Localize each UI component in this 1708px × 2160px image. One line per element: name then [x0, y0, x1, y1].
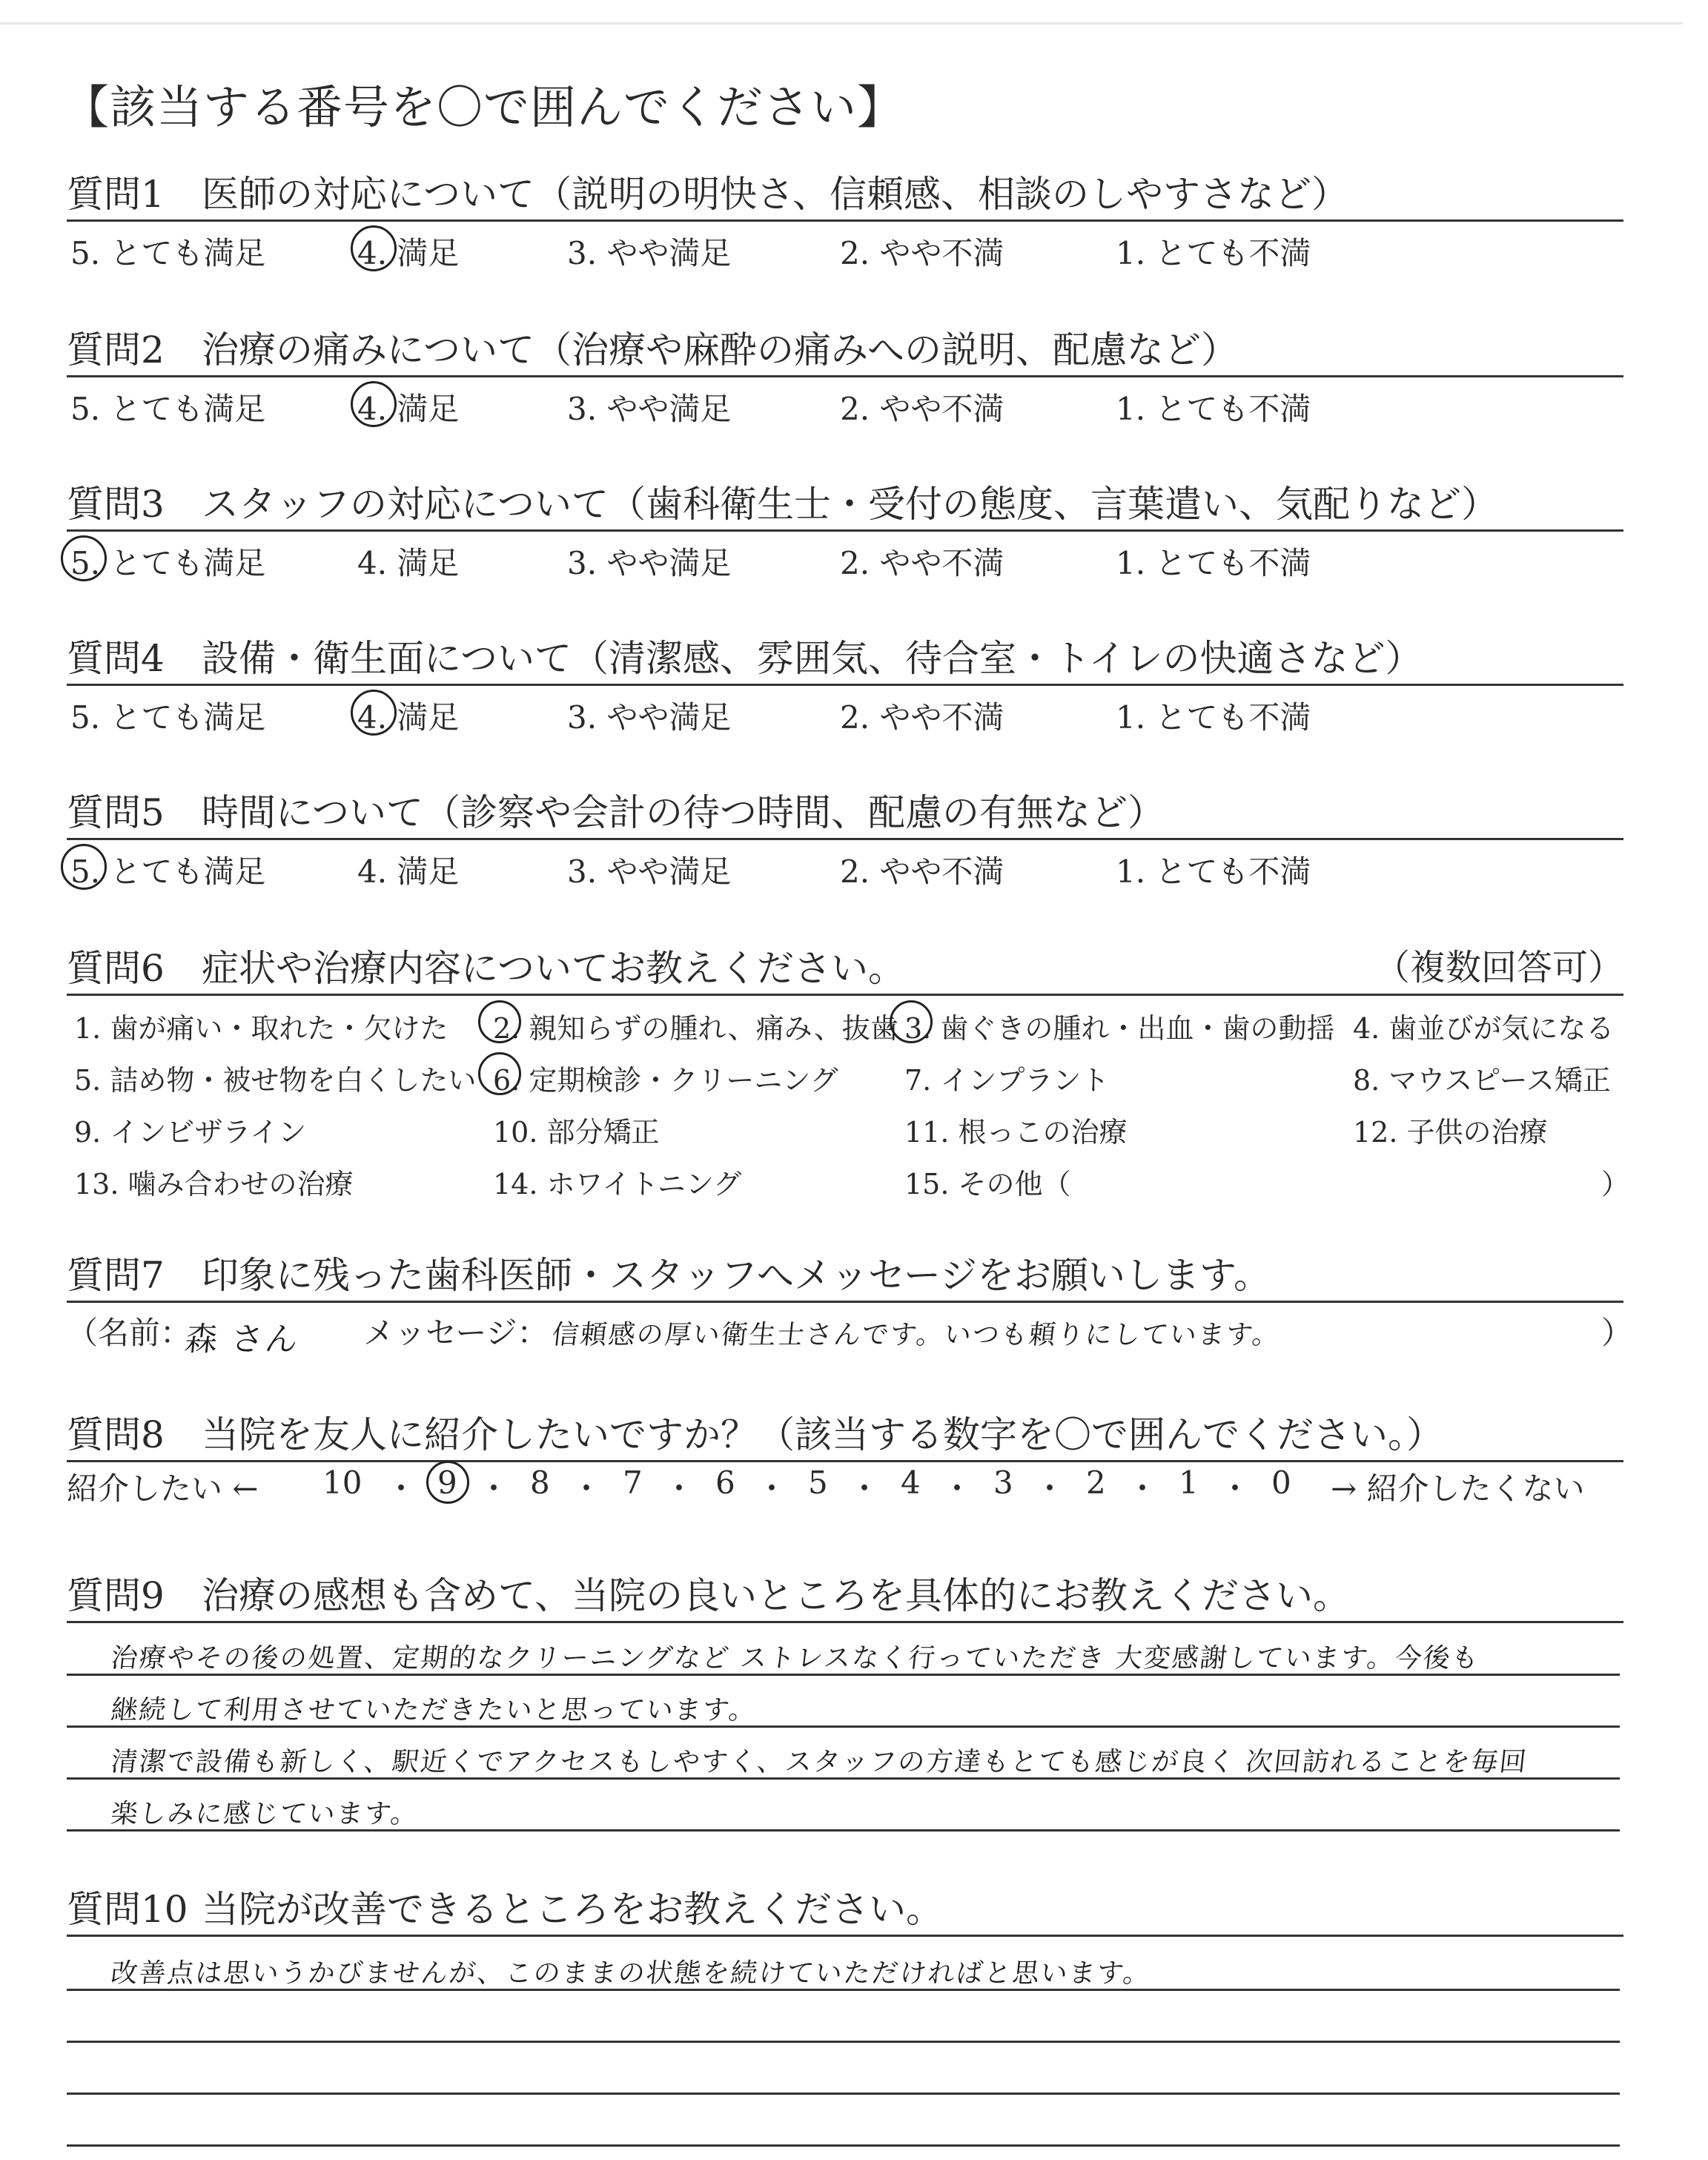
symptom-option-14[interactable]: 14. ホワイトニング — [493, 1168, 742, 1200]
writing-line — [67, 1829, 1620, 1832]
score-separator: ・ — [1034, 1470, 1066, 1507]
question-number: 質問3 — [67, 483, 165, 526]
score-4[interactable]: 4 — [901, 1464, 921, 1501]
question-text: 治療の感想も含めて、当院の良いところを具体的にお教えください。 — [202, 1574, 1350, 1617]
rating-option-4[interactable]: 4. 満足 — [357, 235, 460, 271]
rating-option-1[interactable]: 1. とても不満 — [1116, 545, 1311, 581]
score-7[interactable]: 7 — [623, 1464, 643, 1501]
question-9 — [67, 1566, 1623, 1623]
answer-line-1[interactable]: 治療やその後の処置、定期的なクリーニングなど ストレスなく行っていただき 大変感謝しています。今後も — [109, 1643, 1482, 1674]
question-1 — [67, 165, 1623, 271]
name-label: （名前： — [67, 1315, 192, 1351]
rating-option-3[interactable]: 3. やや満足 — [567, 699, 732, 736]
symptom-option-8[interactable]: 8. マウスピース矯正 — [1353, 1064, 1611, 1097]
score-separator: ・ — [941, 1470, 973, 1507]
answer-line-3[interactable]: 清潔で設備も新しく、駅近くでアクセスもしやすく、スタッフの方達もとても感じが良く 次回訪れることを毎回 — [109, 1747, 1529, 1777]
symptom-option-12[interactable]: 12. 子供の治療 — [1353, 1116, 1548, 1149]
writing-line — [67, 2041, 1620, 2043]
question-number: 質問2 — [67, 328, 165, 371]
question-number: 質問1 — [67, 173, 165, 216]
question-8 — [67, 1405, 1623, 1462]
score-separator: ・ — [385, 1470, 417, 1507]
message-field[interactable]: 信頼感の厚い衛生士さんです。いつも頼りにしています。 — [550, 1320, 1282, 1350]
recommend-left-label: 紹介したい ← — [67, 1470, 259, 1507]
score-separator: ・ — [849, 1470, 881, 1507]
question-number: 質問4 — [67, 637, 165, 680]
score-1[interactable]: 1 — [1179, 1464, 1199, 1501]
writing-line — [67, 1989, 1620, 1991]
rating-options — [67, 385, 1623, 427]
writing-line — [67, 2093, 1620, 2095]
question-underline — [67, 529, 1623, 532]
question-10 — [67, 1880, 1623, 1937]
score-separator: ・ — [571, 1470, 603, 1507]
selected-circle-mark — [351, 690, 397, 736]
rating-option-3[interactable]: 3. やや満足 — [567, 853, 732, 890]
answer-line-2[interactable]: 継続して利用させていただきたいと思っています。 — [109, 1695, 758, 1725]
question-6 — [67, 939, 1630, 1206]
question-text: 設備・衛生面について（清潔感、雰囲気、待合室・トイレの快適さなど） — [202, 637, 1423, 680]
question-text: 時間について（診察や会計の待つ時間、配慮の有無など） — [202, 791, 1165, 834]
selected-circle-mark — [351, 225, 397, 271]
selected-circle-mark — [478, 1000, 521, 1043]
symptom-option-4[interactable]: 4. 歯並びが気になる — [1353, 1012, 1615, 1045]
selected-circle-mark — [478, 1052, 521, 1095]
score-separator: ・ — [1127, 1470, 1159, 1507]
top-divider — [0, 22, 1683, 24]
score-separator: ・ — [1219, 1470, 1251, 1507]
selected-circle-mark — [61, 535, 107, 581]
writing-line — [67, 1674, 1620, 1676]
rating-option-5[interactable]: 5. とても満足 — [70, 235, 266, 271]
question-underline — [67, 1935, 1623, 1937]
message-label: メッセージ： — [363, 1315, 549, 1351]
question-number: 質問7 — [67, 1254, 165, 1297]
rating-option-3[interactable]: 3. やや満足 — [567, 391, 732, 427]
rating-option-2[interactable]: 2. やや不満 — [840, 235, 1004, 271]
rating-option-4[interactable]: 4. 満足 — [357, 699, 460, 736]
symptom-option-2[interactable]: 2. 親知らずの腫れ、痛み、抜歯 — [493, 1012, 898, 1045]
recommend-right-label: → 紹介したくない — [1331, 1470, 1585, 1507]
answer-line-1[interactable]: 改善点は思いうかびませんが、このままの状態を続けていただければと思います。 — [109, 1958, 1153, 1989]
symptom-option-6[interactable]: 6. 定期検診・クリーニング — [493, 1064, 838, 1097]
selected-circle-mark — [351, 381, 397, 427]
question-number: 質問9 — [67, 1574, 165, 1617]
score-10[interactable]: 10 — [322, 1464, 363, 1501]
other-close-paren: ） — [1601, 1168, 1630, 1200]
selected-circle-mark — [426, 1461, 469, 1504]
rating-options — [67, 693, 1623, 736]
recommend-scale — [67, 1464, 1623, 1516]
question-4 — [67, 629, 1623, 736]
message-close-paren: ） — [1601, 1315, 1633, 1351]
score-0[interactable]: 0 — [1271, 1464, 1291, 1501]
question-underline — [67, 1301, 1623, 1303]
question-number: 質問8 — [67, 1413, 165, 1456]
symptom-option-9[interactable]: 9. インビザライン — [74, 1116, 307, 1149]
score-8[interactable]: 8 — [530, 1464, 550, 1501]
question-number: 質問10 — [67, 1888, 188, 1931]
rating-option-5[interactable]: 5. とても満足 — [70, 545, 266, 581]
message-row — [67, 1305, 1633, 1358]
rating-option-4[interactable]: 4. 満足 — [357, 545, 460, 581]
question-underline — [67, 219, 1623, 222]
rating-option-2[interactable]: 2. やや不満 — [840, 545, 1004, 581]
rating-options — [67, 229, 1623, 271]
rating-option-5[interactable]: 5. とても満足 — [70, 391, 266, 427]
selected-circle-mark — [61, 844, 107, 890]
question-underline — [67, 994, 1623, 996]
rating-options — [67, 848, 1623, 890]
score-3[interactable]: 3 — [993, 1464, 1013, 1501]
symptom-option-10[interactable]: 10. 部分矯正 — [493, 1116, 660, 1149]
question-3 — [67, 475, 1623, 581]
rating-option-3[interactable]: 3. やや満足 — [567, 545, 732, 581]
rating-option-2[interactable]: 2. やや不満 — [840, 699, 1004, 736]
score-separator: ・ — [663, 1470, 695, 1507]
multiple-answer-note: （複数回答可） — [1374, 947, 1623, 988]
question-text: スタッフの対応について（歯科衛生士・受付の態度、言葉遣い、気配りなど） — [202, 483, 1498, 526]
symptom-option-5[interactable]: 5. 詰め物・被せ物を白くしたい — [74, 1064, 477, 1097]
rating-option-2[interactable]: 2. やや不満 — [840, 853, 1004, 890]
question-underline — [67, 684, 1623, 686]
score-separator: ・ — [756, 1470, 788, 1507]
selected-circle-mark — [890, 1000, 933, 1043]
rating-options — [67, 539, 1623, 581]
rating-option-1[interactable]: 1. とても不満 — [1116, 391, 1311, 427]
question-text: 症状や治療内容についてお教えください。 — [202, 947, 905, 990]
score-2[interactable]: 2 — [1086, 1464, 1106, 1501]
rating-option-3[interactable]: 3. やや満足 — [567, 235, 732, 271]
symptom-option-11[interactable]: 11. 根っこの治療 — [904, 1116, 1128, 1149]
writing-line — [67, 1777, 1620, 1780]
question-5 — [67, 783, 1623, 890]
question-number: 質問6 — [67, 947, 165, 990]
name-field[interactable]: 森 さん — [182, 1321, 302, 1358]
question-number: 質問5 — [67, 791, 165, 834]
symptom-option-3[interactable]: 3. 歯ぐきの腫れ・出血・歯の動揺 — [904, 1012, 1335, 1045]
symptom-option-15[interactable]: 15. その他（ — [904, 1168, 1071, 1200]
writing-line — [67, 2144, 1620, 2147]
rating-option-2[interactable]: 2. やや不満 — [840, 391, 1004, 427]
question-7 — [67, 1246, 1623, 1303]
question-2 — [67, 320, 1623, 427]
question-text: 治療の痛みについて（治療や麻酔の痛みへの説明、配慮など） — [202, 328, 1238, 371]
score-separator: ・ — [478, 1470, 510, 1507]
question-underline — [67, 1460, 1623, 1462]
question-text: 当院が改善できるところをお教えください。 — [202, 1888, 943, 1931]
rating-option-4[interactable]: 4. 満足 — [357, 391, 460, 427]
rating-option-1[interactable]: 1. とても不満 — [1116, 235, 1311, 271]
symptom-option-13[interactable]: 13. 噛み合わせの治療 — [74, 1168, 354, 1200]
rating-option-5[interactable]: 5. とても満足 — [70, 699, 266, 736]
question-underline — [67, 838, 1623, 840]
question-underline — [67, 1621, 1623, 1623]
rating-option-1[interactable]: 1. とても不満 — [1116, 853, 1311, 890]
rating-option-1[interactable]: 1. とても不満 — [1116, 699, 1311, 736]
score-5[interactable]: 5 — [808, 1464, 828, 1501]
question-text: 医師の対応について（説明の明快さ、信頼感、相談のしやすさなど） — [202, 173, 1348, 216]
instruction-heading: 【該当する番号を〇で囲んでください】 — [63, 80, 904, 134]
score-6[interactable]: 6 — [715, 1464, 735, 1501]
score-9[interactable]: 9 — [437, 1464, 457, 1501]
question-text: 当院を友人に紹介したいですか？（該当する数字を〇で囲んでください。） — [202, 1413, 1443, 1456]
symptom-option-7[interactable]: 7. インプラント — [904, 1064, 1110, 1097]
rating-option-4[interactable]: 4. 満足 — [357, 853, 460, 890]
writing-line — [67, 1725, 1620, 1728]
rating-option-5[interactable]: 5. とても満足 — [70, 853, 266, 890]
answer-line-4[interactable]: 楽しみに感じています。 — [109, 1799, 420, 1829]
question-underline — [67, 375, 1623, 377]
symptom-option-1[interactable]: 1. 歯が痛い・取れた・欠けた — [74, 1012, 448, 1045]
question-text: 印象に残った歯科医師・スタッフへメッセージをお願いします。 — [202, 1254, 1271, 1297]
